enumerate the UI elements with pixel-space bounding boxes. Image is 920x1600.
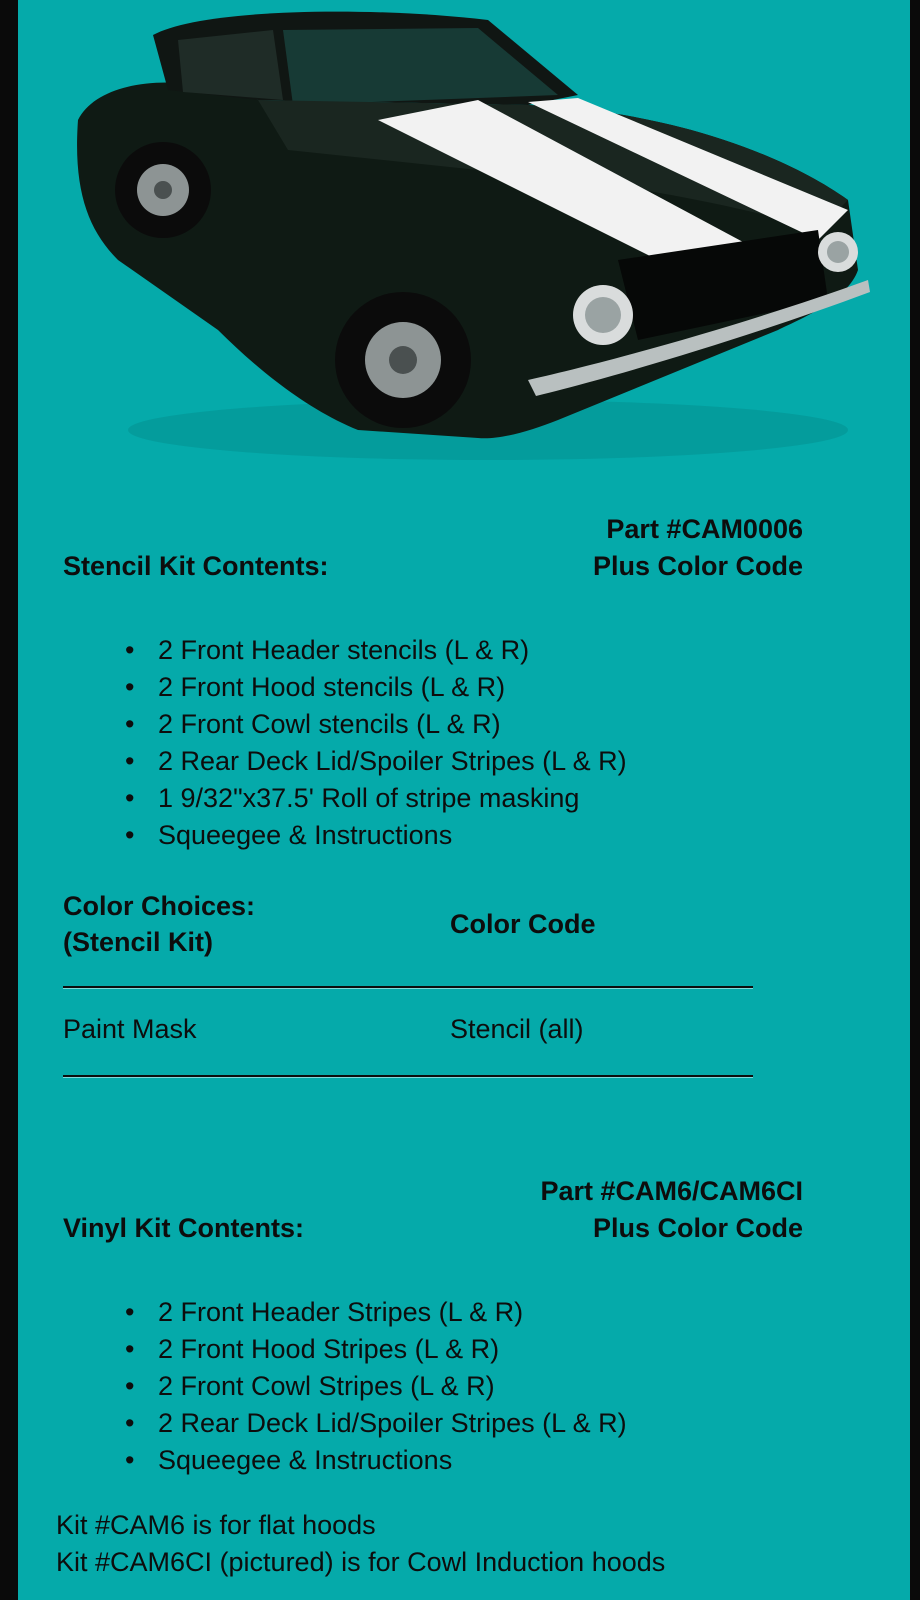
- vinyl-kit-title: Vinyl Kit Contents:: [63, 1213, 305, 1243]
- list-item: • 2 Front Header Stripes (L & R): [128, 1294, 627, 1331]
- stencil-part-line2: Plus Color Code: [592, 551, 803, 581]
- list-item: • 2 Rear Deck Lid/Spoiler Stripes (L & R): [128, 1405, 627, 1442]
- flat-hood-note: Kit #CAM6 is for flat hoods: [56, 1510, 376, 1540]
- stencil-part-line1: Part #CAM0006: [606, 514, 803, 544]
- list-item: • 2 Front Hood Stripes (L & R): [128, 1331, 627, 1368]
- stencil-part-number: [593, 511, 803, 585]
- table-cell-choice: Paint Mask: [63, 1014, 197, 1044]
- table-divider: [63, 1075, 753, 1078]
- color-choices-header: [63, 888, 255, 960]
- list-item: • 2 Front Cowl Stripes (L & R): [128, 1368, 627, 1405]
- table-divider: [63, 986, 753, 989]
- stencil-kit-list: [128, 632, 627, 854]
- vinyl-part-line2: Plus Color Code: [592, 1213, 803, 1243]
- list-item: • Squeegee & Instructions: [128, 1442, 627, 1479]
- stencil-kit-title: Stencil Kit Contents:: [63, 551, 329, 581]
- product-panel: [18, 0, 910, 1600]
- color-choices-header-line1: Color Choices:: [63, 891, 256, 921]
- vinyl-part-number: [540, 1173, 803, 1247]
- vinyl-part-line1: Part #CAM6/CAM6CI: [540, 1176, 803, 1206]
- table-cell-code: Stencil (all): [450, 1014, 584, 1044]
- list-item: • 2 Front Cowl stencils (L & R): [128, 706, 627, 743]
- list-item: • 2 Front Header stencils (L & R): [128, 632, 627, 669]
- car-photo: [58, 0, 898, 480]
- vinyl-kit-header: [63, 1167, 803, 1247]
- cowl-induction-note: Kit #CAM6CI (pictured) is for Cowl Induction hoods: [56, 1547, 666, 1577]
- color-choices-header-line2: (Stencil Kit): [63, 927, 214, 957]
- list-item: • Squeegee & Instructions: [128, 817, 627, 854]
- color-choices-table: [63, 888, 753, 1088]
- list-item: • 1 9/32"x37.5' Roll of stripe masking: [128, 780, 627, 817]
- stencil-kit-header: [63, 505, 803, 585]
- list-item: • 2 Front Hood stencils (L & R): [128, 669, 627, 706]
- vinyl-kit-list: [128, 1294, 627, 1479]
- color-code-header: Color Code: [450, 909, 596, 939]
- list-item: • 2 Rear Deck Lid/Spoiler Stripes (L & R): [128, 743, 627, 780]
